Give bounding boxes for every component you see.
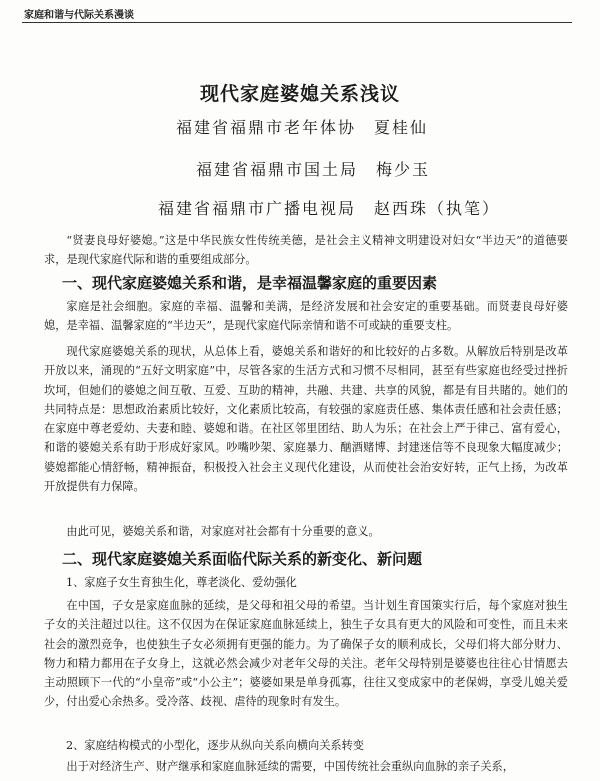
- author-name: 夏桂仙: [374, 118, 429, 137]
- section2-paragraph-1: 在中国，子女是家庭血脉的延续，是父母和祖父母的希望。当计划生育国策实行后，每个家庭对独生子女的关注超过以往。这不仅因为在保证家庭血脉延续上，独生子女具有更大的风险和可变性，而且未来社会的激烈竞争，也使独生子女必须拥有更强的能力。为了确保子女的顺利成长，父母们将大部分财力、物力和精力都用在子女身上，这就必然会减少对老年父母的关注。老年父母特别是婆婆也往往心甘情愿去主动照顾下一代的“小皇帝”或“小公主”；婆婆如果是单身孤寡，往往又变成家中的老保姆，享受儿媳关爱少，付出爱心余热多。受冷落、歧视、虐待的现象时有发生。: [44, 599, 568, 709]
- author-organization: 福建省福鼎市老年体协: [176, 118, 357, 137]
- subsection-heading-2: 2、家庭结构模式的小型化，逐步从纵向关系向横向关系转变: [66, 739, 364, 752]
- author-organization: 福建省福鼎市国土局: [196, 160, 359, 179]
- section-heading-1: 一、现代家庭婆媳关系和谐，是幸福温馨家庭的重要因素: [62, 274, 438, 292]
- section1-paragraph-1: 家庭是社会细胞。家庭的幸福、温馨和美满，是经济发展和社会安定的重要基础。而贤妻良母好婆媳，是幸福、温馨家庭的“半边天”，是现代家庭代际亲情和谐不可或缺的重要支柱。: [44, 300, 568, 333]
- author-organization: 福建省福鼎市广播电视局: [158, 199, 357, 218]
- header-rule: [22, 22, 572, 23]
- section2-paragraph-2: 出于对经济生产、财产继承和家庭血脉延续的需要，中国传统社会重纵向血脉的亲子关系，: [66, 760, 514, 773]
- author-line: [158, 196, 500, 219]
- author-line: [196, 157, 430, 180]
- author-line: [176, 115, 428, 138]
- author-name: 梅少玉: [376, 160, 431, 179]
- subsection-heading-1: 1、家庭子女生育独生化，尊老淡化、爱幼强化: [66, 576, 297, 589]
- section-heading-2: 二、现代家庭婆媳关系面临代际关系的新变化、新问题: [62, 550, 423, 568]
- intro-paragraph: “贤妻良母好婆媳。”这是中华民族女性传统美德，是社会主义精神文明建设对妇女“半边天”的道德要求，是现代家庭代际和谐的重要组成部分。: [44, 234, 568, 267]
- running-header-title: 家庭和谐与代际关系漫谈: [24, 10, 134, 21]
- section1-paragraph-2: 现代家庭婆媳关系的现状，从总体上看，婆媳关系和谐好的和比较好的占多数。从解放后特别是改革开放以来，涌现的“五好文明家庭”中，尽管各家的生活方式和习惯不尽相同，甚至有些家庭也经受过挫折坎坷，但她们的婆媳之间互敬、互爱、互助的精神，共融、共建、共享的风貌，都是有目共睹的。她们的共同特点是：思想政治素质比较好，文化素质比较高，有较强的家庭责任感、集体责任感和社会责任感；在家庭中尊老爱幼、夫妻和睦、婆媳和谐。在社区邻里团结、助人为乐；在社会上严于律己、富有爱心，和谐的婆媳关系有助于形成好家风。吵嘴吵架、家庭暴力、酗酒赌博、封建迷信等不良现象大幅度减少；婆媳都能心情舒畅，精神振奋，积极投入社会主义现代化建设，从而使社会治安好转，正气上扬，为改革开放提供有力保障。: [44, 345, 568, 494]
- article-title: 现代家庭婆媳关系浅议: [199, 82, 400, 105]
- section1-paragraph-3: 由此可见，婆媳关系和谐，对家庭对社会都有十分重要的意义。: [66, 525, 380, 538]
- author-name: 赵西珠（执笔）: [374, 199, 501, 218]
